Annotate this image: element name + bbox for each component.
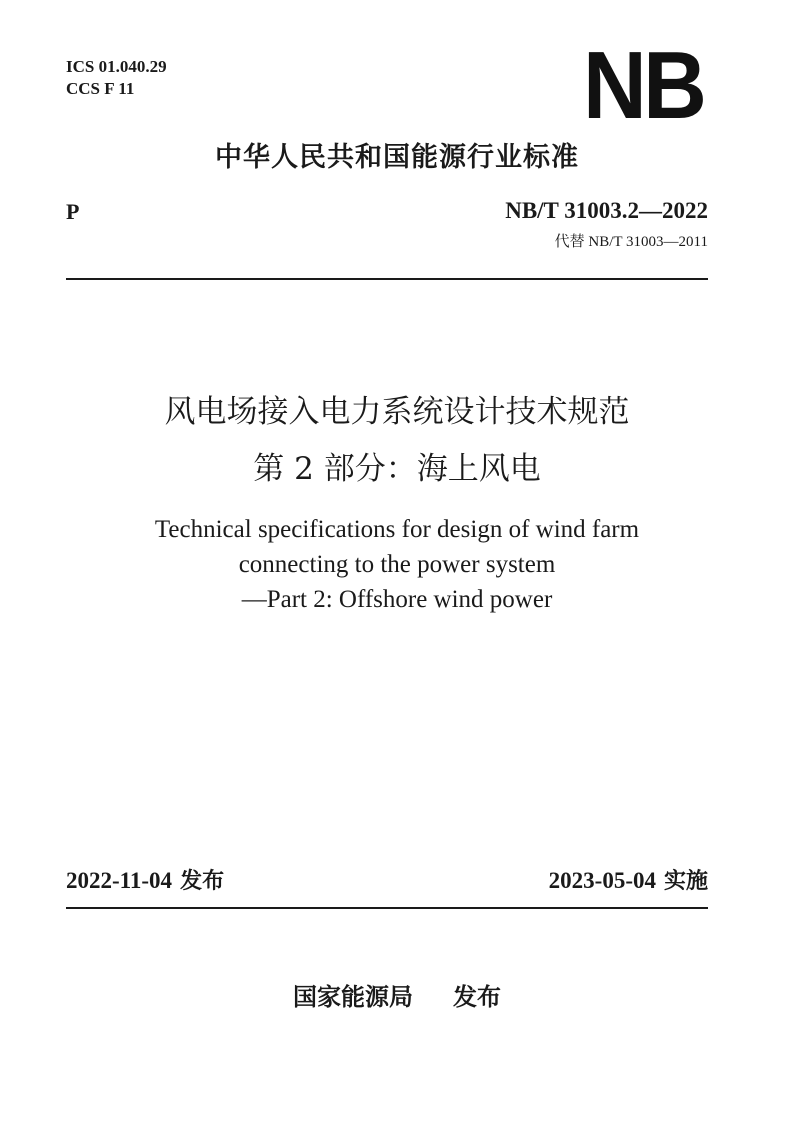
top-divider <box>66 278 708 280</box>
ccs-code: CCS F 11 <box>66 79 135 98</box>
standard-class-title: 中华人民共和国能源行业标准 <box>215 142 579 173</box>
english-title-line-2: connecting to the power system <box>238 551 556 578</box>
issue-date-block <box>66 865 224 898</box>
category-code: P <box>66 199 80 224</box>
issue-date: 2022-11-04 <box>66 868 173 893</box>
chinese-title-line-1: 风电场接入电力系统设计技术规范 <box>164 394 630 430</box>
chinese-title-line-2: 第 2 部分：海上风电 <box>253 451 541 487</box>
replaces-note: 代替 NB/T 31003—2011 <box>554 234 708 250</box>
publisher-label: 发布 <box>453 983 501 1011</box>
publisher-name: 国家能源局 <box>293 983 413 1011</box>
implementation-label: 实施 <box>663 869 708 894</box>
bottom-divider <box>66 907 708 909</box>
english-title-line-3: —Part 2: Offshore wind power <box>241 586 553 613</box>
ics-code: ICS 01.040.29 <box>66 57 167 76</box>
ics-ccs-codes <box>66 56 167 100</box>
english-title-line-1: Technical specifications for design of wind farm <box>154 516 640 543</box>
standard-number: NB/T 31003.2—2022 <box>505 198 708 223</box>
issue-label: 发布 <box>180 869 225 894</box>
implementation-date: 2023-05-04 <box>548 868 656 893</box>
publisher-line <box>0 980 794 1014</box>
nb-logo: NB <box>583 32 704 139</box>
implementation-date-block <box>549 865 708 898</box>
